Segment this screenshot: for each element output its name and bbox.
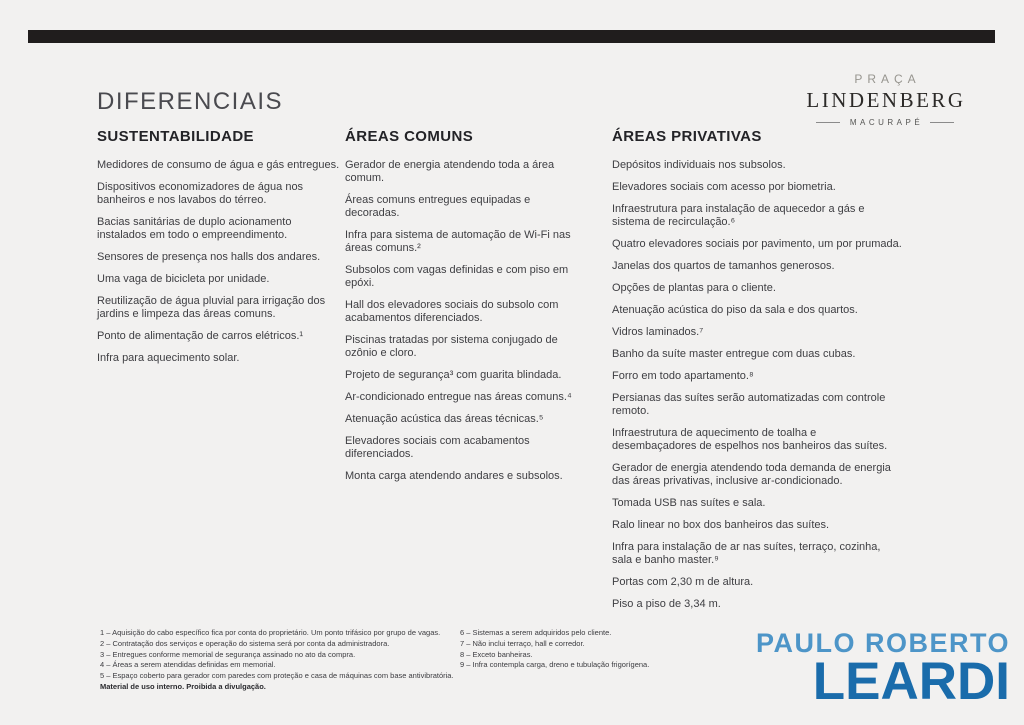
feature-item: Infra para instalação de ar nas suítes, terraço, cozinha, sala e banho master.⁹ — [612, 541, 881, 566]
feature-item: Infra para aquecimento solar. — [97, 352, 240, 364]
feature-item: Elevadores sociais com acesso por biometria. — [612, 181, 836, 193]
feature-item: Depósitos individuais nos subsolos. — [612, 159, 786, 171]
feature-list-areas-privativas — [612, 159, 902, 611]
leardi-logo — [755, 628, 1010, 711]
feature-item: Elevadores sociais com acabamentos diferenciados. — [345, 435, 530, 460]
feature-item: Projeto de segurança³ com guarita blindada. — [345, 369, 562, 381]
brand-macurape-row — [795, 118, 975, 127]
feature-item: Persianas das suítes serão automatizadas com controle remoto. — [612, 392, 886, 417]
feature-list-sustentabilidade — [97, 159, 340, 365]
feature-item: Subsolos com vagas definidas e com piso em epóxi. — [345, 264, 569, 289]
section-areas-comuns — [345, 128, 582, 492]
footnote: 3 – Entregues conforme memorial de segurança assinado no ato da compra. — [100, 649, 356, 659]
footnote: 9 – Infra contempla carga, dreno e tubulação frigorígena. — [460, 660, 650, 670]
feature-item: Opções de plantas para o cliente. — [612, 282, 776, 294]
feature-item: Gerador de energia atendendo toda a área comum. — [345, 159, 555, 184]
footnote: 2 – Contratação dos serviços e operação do sistema será por conta da administradora. — [100, 638, 390, 648]
feature-item: Infraestrutura para instalação de aquecedor a gás e sistema de recirculação.⁶ — [612, 203, 865, 228]
feature-item: Gerador de energia atendendo toda demanda de energia das áreas privativas, inclusive ar-condicionado. — [612, 462, 891, 487]
footnote-list-right — [460, 629, 780, 669]
footnotes-right-block — [460, 629, 780, 672]
feature-item: Bacias sanitárias de duplo acionamento instalados em todo o empreendimento. — [97, 216, 292, 241]
footnote: 4 – Áreas a serem atendidas definidas em memorial. — [100, 660, 276, 670]
feature-item: Quatro elevadores sociais por pavimento, um por prumada. — [612, 238, 902, 250]
section-heading-areas-comuns: ÁREAS COMUNS — [345, 128, 474, 145]
agency-name-top: PAULO ROBERTO — [755, 628, 1010, 658]
feature-item: Medidores de consumo de água e gás entregues. — [97, 159, 340, 171]
brand-macurape-label: MACURAPÉ — [849, 118, 924, 127]
feature-item: Áreas comuns entregues equipadas e decoradas. — [345, 194, 531, 219]
top-bar-rule — [28, 30, 995, 43]
footnote: 6 – Sistemas a serem adquiridos pelo cliente. — [460, 628, 612, 637]
feature-item: Portas com 2,30 m de altura. — [612, 576, 754, 588]
footnote-list-left — [100, 629, 460, 680]
feature-item: Infraestrutura de aquecimento de toalha e desembaçadores de espelhos nos banheiros das suítes. — [612, 427, 888, 452]
internal-use-disclaimer: Material de uso interno. Proibida a divulgação. — [100, 681, 266, 691]
right-rule — [930, 122, 954, 123]
section-heading-sustentabilidade: SUSTENTABILIDADE — [97, 128, 254, 145]
feature-item: Ar-condicionado entregue nas áreas comuns.⁴ — [345, 391, 572, 403]
feature-item: Janelas dos quartos de tamanhos generosos. — [612, 260, 835, 272]
feature-item: Forro em todo apartamento.⁸ — [612, 370, 754, 382]
feature-item: Tomada USB nas suítes e sala. — [612, 497, 766, 509]
feature-item: Dispositivos economizadores de água nos banheiros e nos lavabos do térreo. — [97, 181, 304, 206]
feature-item: Hall dos elevadores sociais do subsolo com acabamentos diferenciados. — [345, 299, 559, 324]
feature-item: Ralo linear no box dos banheiros das suítes. — [612, 519, 830, 531]
section-heading-areas-privativas: ÁREAS PRIVATIVAS — [612, 128, 762, 145]
brand-lindenberg-label: LINDENBERG — [806, 88, 966, 112]
section-sustentabilidade — [97, 128, 340, 374]
feature-item: Reutilização de água pluvial para irrigação dos jardins e limpeza das áreas comuns. — [97, 295, 326, 320]
left-rule — [816, 122, 840, 123]
footnotes-left-block — [100, 629, 460, 691]
feature-item: Atenuação acústica das áreas técnicas.⁵ — [345, 413, 544, 425]
feature-item: Monta carga atendendo andares e subsolos. — [345, 470, 563, 482]
footnote: 1 – Aquisição do cabo específico fica por conta do proprietário. Um ponto trifásico por grupo de vagas. — [100, 628, 441, 637]
feature-item: Vidros laminados.⁷ — [612, 326, 704, 338]
feature-list-areas-comuns — [345, 159, 582, 483]
feature-item: Banho da suíte master entregue com duas cubas. — [612, 348, 856, 360]
feature-item: Piso a piso de 3,34 m. — [612, 598, 721, 610]
feature-item: Piscinas tratadas por sistema conjugado de ozônio e cloro. — [345, 334, 558, 359]
lindenberg-logo — [795, 72, 975, 127]
footnote: 8 – Exceto banheiras. — [460, 649, 533, 659]
feature-item: Sensores de presença nos halls dos andares. — [97, 251, 321, 263]
brand-praca-label: PRAÇA — [854, 72, 921, 86]
footnote: 7 – Não inclui terraço, hall e corredor. — [460, 638, 585, 648]
feature-item: Ponto de alimentação de carros elétricos.¹ — [97, 330, 304, 342]
footnote: 5 – Espaço coberto para gerador com paredes com proteção e casa de máquinas com base antivibratória. — [100, 671, 454, 681]
page-title: DIFERENCIAIS — [97, 88, 284, 115]
feature-item: Infra para sistema de automação de Wi-Fi nas áreas comuns.² — [345, 229, 571, 254]
section-areas-privativas — [612, 128, 902, 620]
feature-item: Atenuação acústica do piso da sala e dos quartos. — [612, 304, 858, 316]
agency-name-bottom: LEARDI — [812, 652, 1010, 711]
feature-item: Uma vaga de bicicleta por unidade. — [97, 273, 270, 285]
